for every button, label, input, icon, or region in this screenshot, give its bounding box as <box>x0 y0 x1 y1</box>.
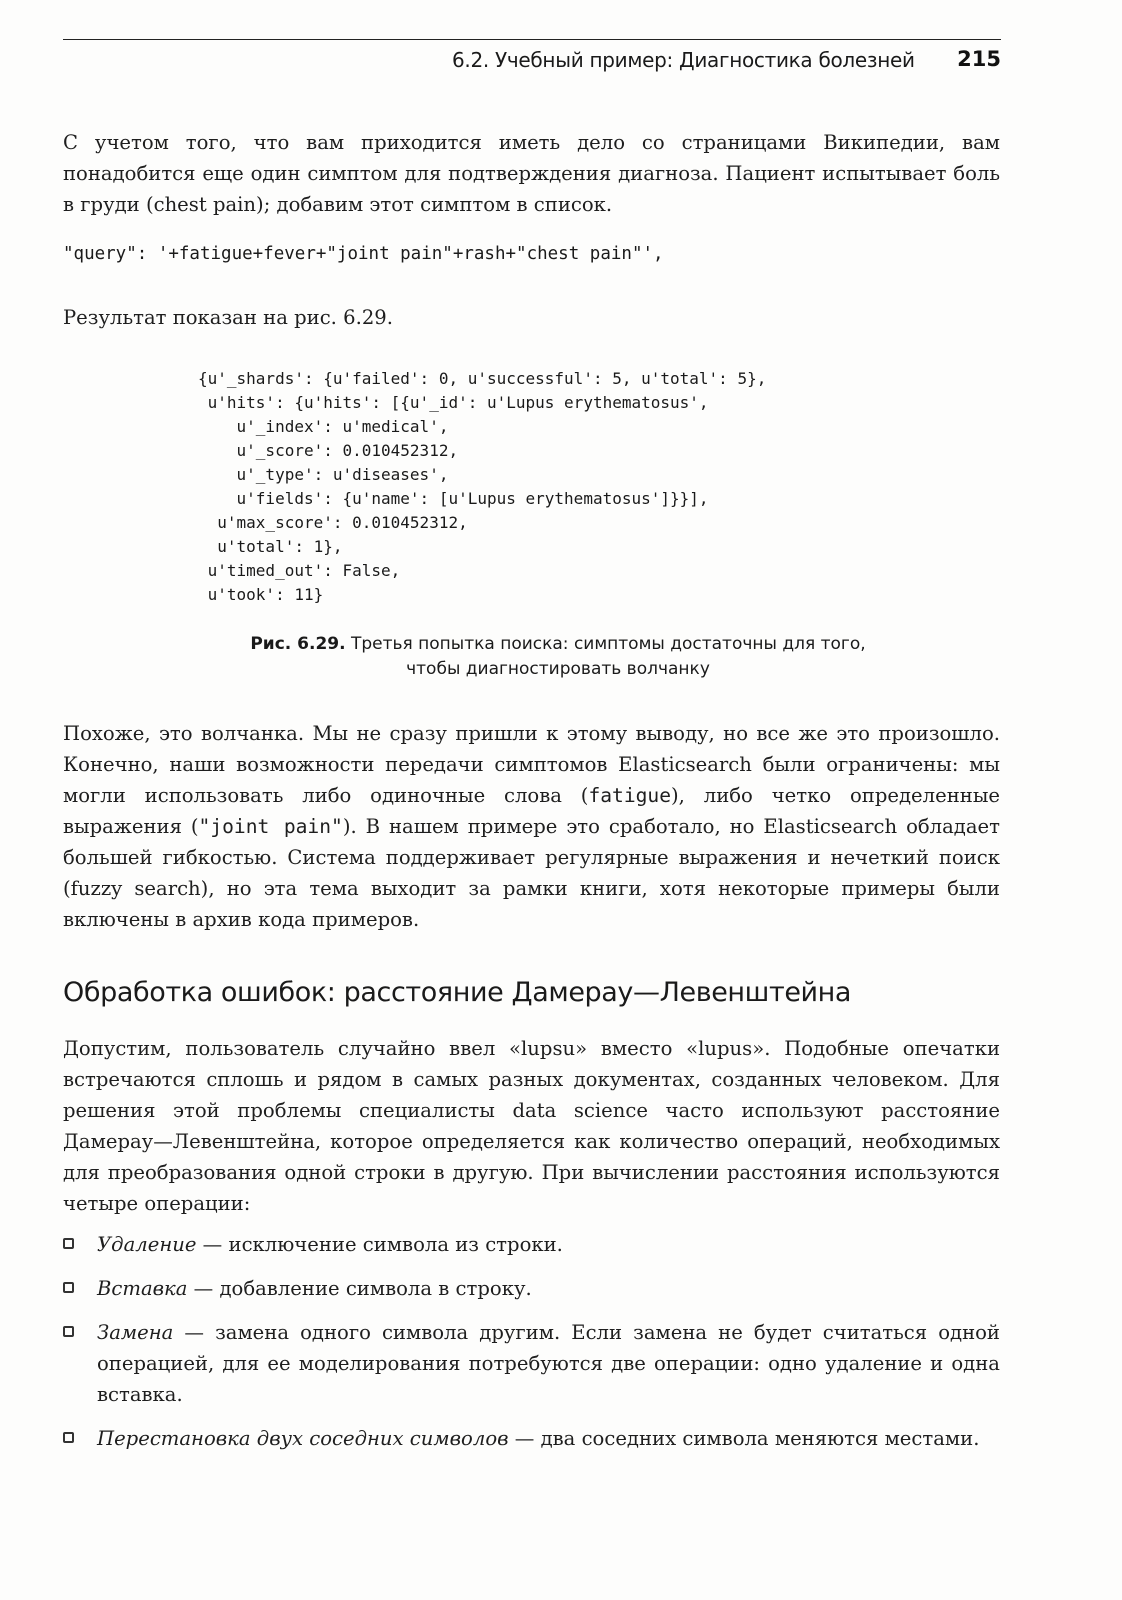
figure-code-line: u'timed_out': False, <box>198 561 401 580</box>
discussion-text: Похоже, это волчанка. Мы не сразу пришли к этому выводу, но все же это произошло. Конечно, наши возможности передачи симптомов Elasticsearch были ограничены: мы могли использовать либо одиночные слова ( <box>63 722 1000 807</box>
list-item <box>63 1229 1000 1260</box>
running-title: 6.2. Учебный пример: Диагностика болезней <box>451 48 915 72</box>
list-item <box>63 1317 1000 1410</box>
operation-description: — замена одного символа другим. Если замена не будет считаться одной операцией, для ее моделирования потребуются две операции: одно удаление и одна вставка. <box>97 1321 1000 1406</box>
figure-code-line: u'max_score': 0.010452312, <box>198 513 468 532</box>
intro-paragraph: С учетом того, что вам приходится иметь дело со страницами Википедии, вам понадобится еще один симптом для подтверждения диагноза. Пациент испытывает боль в груди (chest pain); добавим этот симптом в список. <box>63 131 1000 216</box>
checkbox-bullet-icon <box>63 1238 74 1249</box>
caption-line-2: чтобы диагностировать волчанку <box>406 659 710 679</box>
figure-code-line: {u'_shards': {u'failed': 0, u'successful': 5, u'total': 5}, <box>198 369 767 388</box>
list-item <box>63 1423 1000 1454</box>
caption-label: Рис. 6.29. <box>250 634 346 654</box>
operation-description: — добавление символа в строку. <box>187 1277 532 1300</box>
inline-code-fatigue: fatigue <box>588 784 672 807</box>
figure-code-line: u'took': 11} <box>198 585 324 604</box>
figure-caption <box>160 632 956 682</box>
figure-code-line: u'hits': {u'hits': [{u'_id': u'Lupus erythematosus', <box>198 393 709 412</box>
list-item <box>63 1273 1000 1304</box>
checkbox-bullet-icon <box>63 1326 74 1337</box>
discussion-text: ), либо четко определенные выражения ( <box>63 784 1001 838</box>
checkbox-bullet-icon <box>63 1432 74 1443</box>
figure-code-line: u'total': 1}, <box>198 537 343 556</box>
figure-code-line: u'_type': u'diseases', <box>198 465 449 484</box>
result-sentence: Результат показан на рис. 6.29. <box>63 306 393 329</box>
section-heading: Обработка ошибок: расстояние Дамерау—Левенштейна <box>63 977 852 1008</box>
section-paragraph: Допустим, пользователь случайно ввел «lupsu» вместо «lupus». Подобные опечатки встречаются сплошь и рядом в самых разных документах, созданных человеком. Для решения этой проблемы специалисты data science часто используют расстояние Дамерау—Левенштейна, которое определяется как количество операций, необходимых для преобразования одной строки в другую. При вычислении расстояния используются четыре операции: <box>63 1037 1000 1215</box>
operation-term: Удаление <box>97 1233 197 1256</box>
operation-description: — два соседних символа меняются местами. <box>508 1427 980 1450</box>
page-number: 215 <box>957 47 1001 71</box>
figure-code-line: u'_score': 0.010452312, <box>198 441 459 460</box>
operation-term: Вставка <box>97 1277 188 1300</box>
discussion-paragraph <box>63 718 1000 935</box>
operation-description: — исключение символа из строки. <box>196 1233 563 1256</box>
operation-term: Перестановка двух соседних символов <box>97 1427 509 1450</box>
header-rule <box>63 39 1001 40</box>
operation-term: Замена <box>97 1321 174 1344</box>
figure-code-line: u'fields': {u'name': [u'Lupus erythematosus']}}], <box>198 489 709 508</box>
query-code: "query": '+fatigue+fever+"joint pain"+rash+"chest pain"', <box>63 244 664 264</box>
operations-list <box>63 1229 1000 1467</box>
checkbox-bullet-icon <box>63 1282 74 1293</box>
caption-line-1: Третья попытка поиска: симптомы достаточны для того, <box>350 634 866 654</box>
discussion-text: ). В нашем примере это сработало, но Elasticsearch обладает большей гибкостью. Система поддерживает регулярные выражения и нечеткий поиск (fuzzy search), но эта тема выходит за рамки книги, хотя некоторые примеры были включены в архив кода примеров. <box>63 815 1000 931</box>
figure-code-line: u'_index': u'medical', <box>198 417 449 436</box>
inline-code-joint-pain: "joint pain" <box>198 815 343 838</box>
figure-code-block <box>198 367 766 607</box>
running-header <box>452 48 1000 72</box>
